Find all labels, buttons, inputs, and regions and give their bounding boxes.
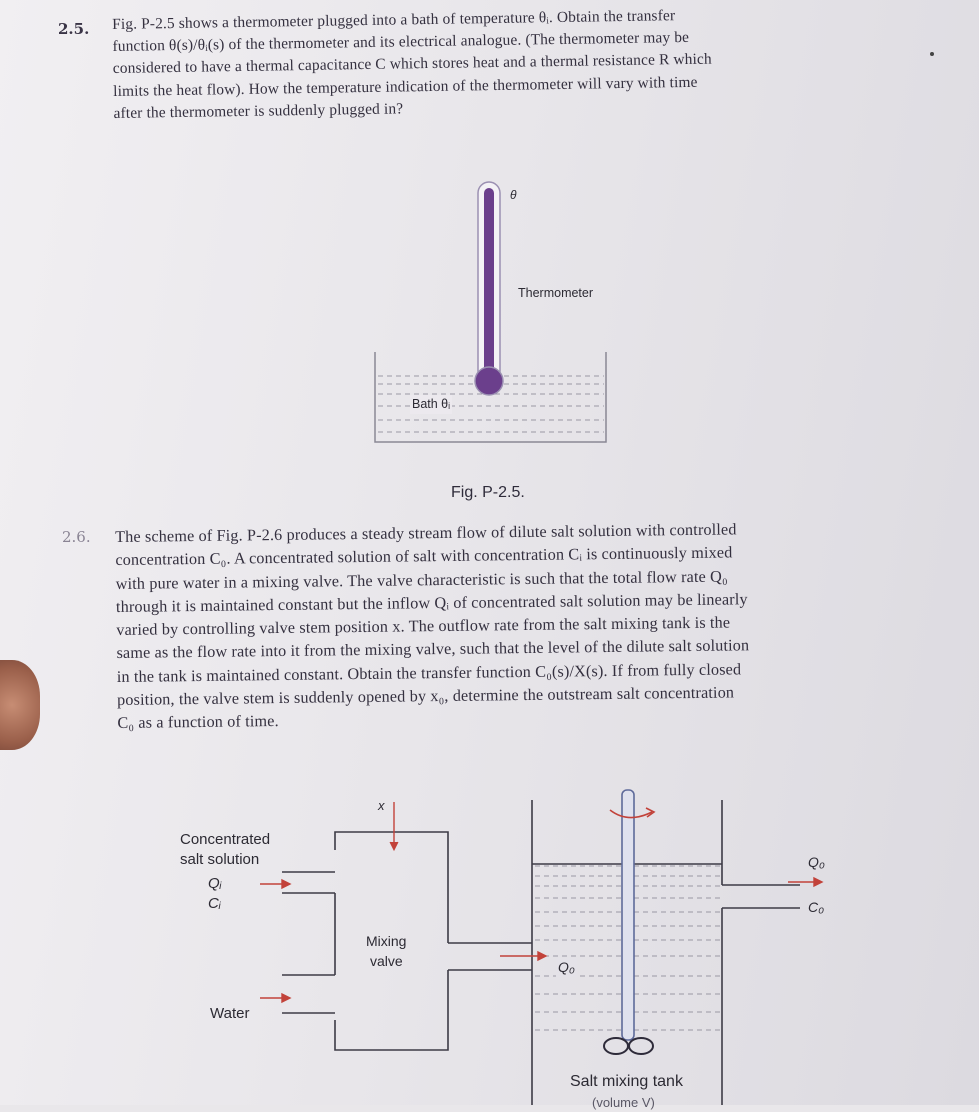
photographer-thumb — [0, 660, 40, 750]
water-label: Water — [210, 1005, 250, 1022]
concentrated-label-1: Concentrated — [180, 831, 271, 848]
ci-label: Cᵢ — [208, 895, 221, 912]
stirrer-shaft — [622, 790, 634, 1040]
mixing-valve-label-1: Mixing — [366, 933, 407, 949]
x-label: x — [378, 798, 385, 813]
water-flow-arrowhead — [282, 994, 290, 1002]
problem-2-5-text — [112, 1, 944, 125]
problem-2-5-line: Fig. P-2.5 shows a thermometer plugged into a bath of temperature θᵢ. Obtain the transfer — [112, 7, 676, 33]
stirrer-blade-right — [629, 1038, 653, 1054]
figure-caption: Fig. P-2.5. — [451, 484, 525, 501]
tank-volume-label: (volume V) — [592, 1095, 655, 1110]
problem-2-5-line: function θ(s)/θᵢ(s) of the thermometer and its electrical analogue. (The thermometer may be — [112, 29, 690, 56]
mixing-tank-figure — [260, 780, 840, 1105]
problem-2-5-line: limits the heat flow). How the temperature indication of the thermometer will vary with time — [113, 73, 698, 100]
problem-2-6-number: 2.6. — [62, 528, 91, 546]
problem-2-6-line: concentration C₀. A concentrated solution of salt with concentration Cᵢ is continuously mixed — [115, 543, 733, 570]
bath-label: Bath θᵢ — [410, 395, 452, 414]
water-inlet-pipe — [282, 975, 335, 1013]
thermometer-column — [484, 188, 494, 373]
q0-mid-label: Q₀ — [558, 959, 575, 975]
problem-2-5-number: 2.5. — [58, 20, 90, 38]
problem-2-6-line: same as the flow rate into it from the mixing valve, such that the level of the dilute salt solution — [116, 636, 750, 663]
problem-2-6-line: position, the valve stem is suddenly opened by x₀, determine the outstream salt concentration — [117, 683, 735, 710]
salt-inlet-pipe — [282, 872, 335, 893]
q0-out-arrowhead — [814, 878, 822, 886]
q0-out-label: Q₀ — [808, 854, 825, 870]
qi-label: Qᵢ — [208, 875, 222, 892]
concentrated-label-2: salt solution — [180, 851, 260, 868]
problem-2-6-text — [115, 516, 949, 736]
qi-flow-arrowhead — [282, 880, 290, 888]
problem-2-5-line: considered to have a thermal capacitance C which stores heat and a thermal resistance R which — [112, 50, 712, 78]
problem-2-6-line: through it is maintained constant but the inflow Qᵢ of concentrated salt solution may be linearly — [115, 590, 748, 616]
problem-2-6-line: The scheme of Fig. P-2.6 produces a steady stream flow of dilute salt solution with controlled — [115, 520, 737, 546]
problem-2-5-line: after the thermometer is suddenly plugged in? — [113, 100, 404, 122]
thermometer-bulb — [475, 367, 503, 395]
q0-mid-arrowhead — [538, 952, 546, 960]
valve-stem-arrowhead — [390, 842, 398, 850]
problem-2-6-line: C₀ as a function of time. — [117, 712, 279, 733]
mixing-valve-label-2: valve — [370, 953, 403, 969]
thermometer-label: Thermometer — [518, 286, 594, 300]
valve-body-bottom — [335, 970, 448, 1050]
tank-outlet-pipe — [722, 885, 800, 908]
tank-label: Salt mixing tank — [570, 1073, 683, 1090]
thermometer-figure — [360, 170, 630, 460]
problem-2-6-line: in the tank is maintained constant. Obtain the transfer function C₀(s)/X(s). If from fully closed — [116, 660, 742, 686]
theta-label: θ — [510, 188, 517, 202]
problem-2-6-line: varied by controlling valve stem position x. The outflow rate from the salt mixing tank is the — [116, 613, 731, 640]
problem-2-6-line: with pure water in a mixing valve. The valve characteristic is such that the total flow rate Q₀ — [115, 567, 728, 593]
stirrer-blade-left — [604, 1038, 628, 1054]
valve-body-top — [335, 832, 448, 943]
c0-out-label: C₀ — [808, 899, 825, 915]
